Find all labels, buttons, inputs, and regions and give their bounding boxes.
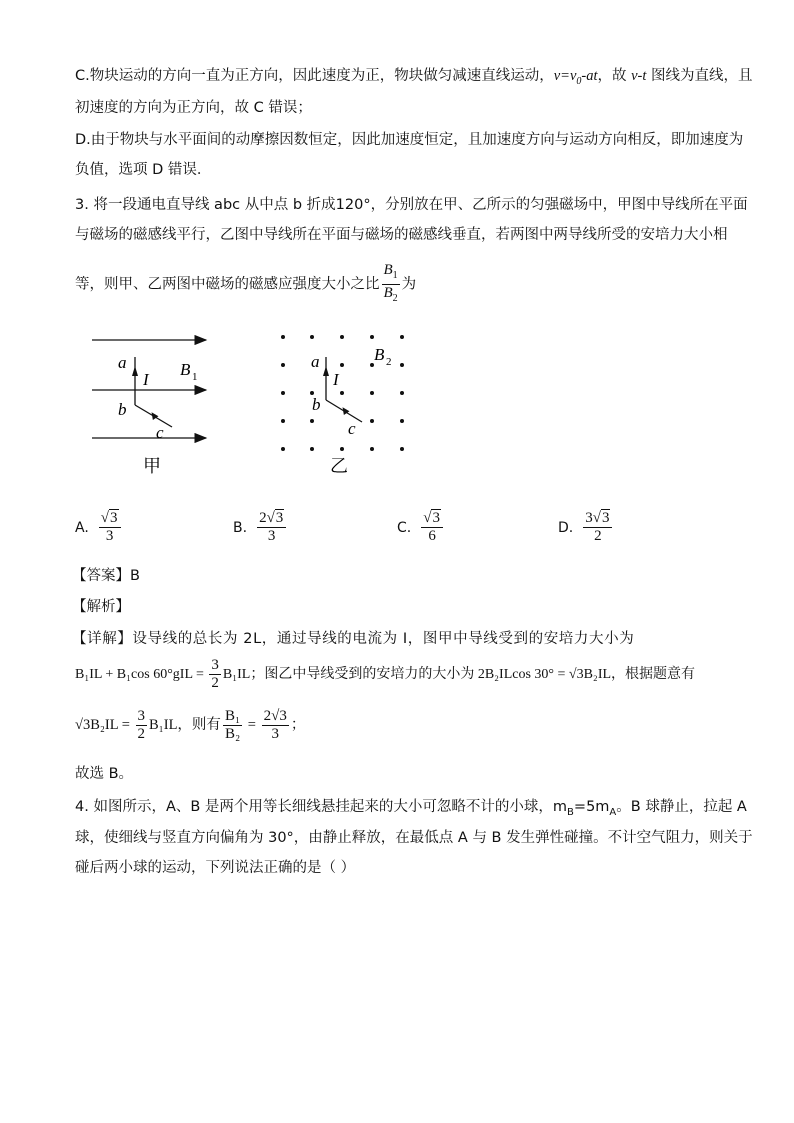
q3-stem-line1: 3. 将一段通电直导线 abc 从中点 b 折成120°，分别放在甲、乙所示的匀强磁场中，甲图中导线所在平面 [75,197,748,213]
figure-jia [92,340,206,476]
current-arrow [132,366,138,376]
label-B: B [374,345,385,364]
option-b[interactable]: B. $\frac{2√3}{3}$ [233,510,288,545]
q3-stem-line3: 等，则甲、乙两图中磁场的磁感应强度大小之比 $\frac{B_1}{B_2}$ 为 [75,262,416,307]
label-a: a [311,352,320,371]
q3-figures [0,310,794,490]
field-dots [281,335,404,451]
label-B-sub: 2 [386,356,392,368]
label-b: b [118,400,127,419]
label-B-sub: 1 [192,371,198,383]
answer-line: 【答案】B [72,568,140,584]
q4-line3: 碰后两小球的运动，下列说法正确的是（ ） [75,860,356,876]
label-c: c [156,423,164,442]
q3-ratio-fraction: $\frac{B_1}{B_2}$ [383,262,398,304]
option-d[interactable]: D. $\frac{3√3}{2}$ [558,510,614,545]
detail-line2: B₁IL + B₁cos 60°gIL = $\frac{3}{2}$ B₁IL；图乙中导线受到的安培力的大小为 2B₂ILcos 30° = √3B₂IL，根据题意有 [75,656,696,691]
caption-jia: 甲 [143,456,161,476]
analysis-tag: 【解析】 [72,599,130,615]
label-b: b [312,395,321,414]
conclusion: 故选 B。 [75,766,134,782]
label-B: B [180,360,191,379]
caption-yi: 乙 [330,456,348,476]
label-a: a [118,353,127,372]
q2-option-c-line2: 初速度的方向为正方向，故 C 错误； [75,100,312,116]
option-c[interactable]: C. $\frac{√3}{6}$ [397,510,445,545]
label-c: c [348,419,356,438]
label-I: I [333,370,339,389]
q4-line2: 球，使细线与竖直方向偏角为 30°，由静止释放，在最低点 A 与 B 发生弹性碰撞。不计空气阻力，则关于 [75,830,753,846]
q2-option-d-line1: D.由于物块与水平面间的动摩擦因数恒定，因此加速度恒定，且加速度方向与运动方向相反，即加速度为 [75,132,744,148]
detail-line1: 【详解】设导线的总长为 2L，通过导线的电流为 I，图甲中导线受到的安培力大小为 [72,631,635,647]
q4-line1: 4. 如图所示，A、B 是两个用等长细线悬挂起来的大小可忽略不计的小球，$m_B=5m_A$。B 球静止，拉起 A [75,799,747,818]
q2-option-d-line2: 负值，选项 D 错误． [75,162,212,178]
q3-stem-line2: 与磁场的磁感线平行，乙图中导线所在平面与磁场的磁感线垂直，若两图中两导线所受的安培力大小相 [75,227,728,243]
label-I: I [143,370,149,389]
q2-option-c-line1: C.物块运动的方向一直为正方向，因此速度为正，物块做匀减速直线运动，$v=v_0-at$，故 v-t 图线为直线，且 [75,68,753,87]
figure-yi [281,335,404,476]
current-arrow [323,366,329,376]
detail-line3: √3B₂IL = $\frac{3}{2}$ B₁IL，则有 $\frac{\text{B₁}}{\text{B₂}}$ = $\frac{2√3}{3}$ ； [75,707,306,742]
option-a[interactable]: A. $\frac{√3}{3}$ [75,510,123,545]
